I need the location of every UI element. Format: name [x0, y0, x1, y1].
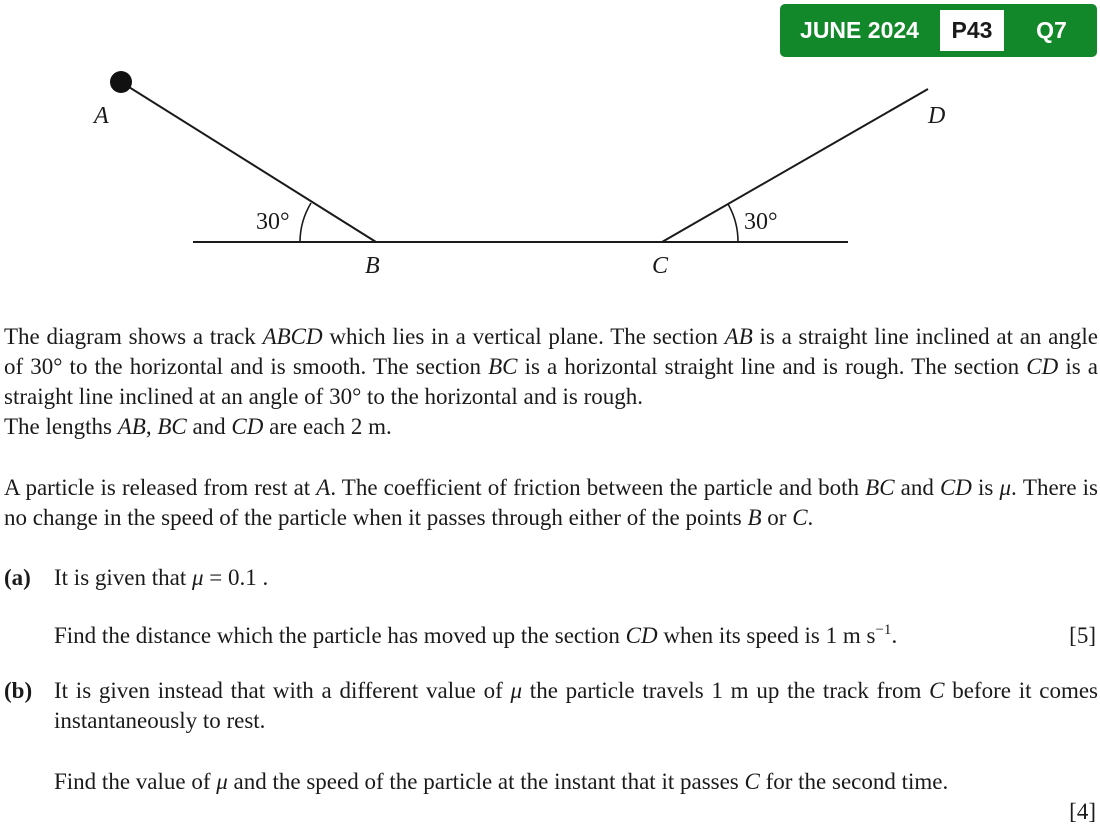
part-b-given [54, 676, 1098, 736]
intro-paragraph [4, 322, 1098, 442]
intro-text: are each 2 m. [263, 414, 392, 439]
angle-label-c: 30° [744, 209, 778, 235]
label-b: B [365, 253, 380, 279]
intro-text: CD [1026, 354, 1059, 379]
intro-text: , [145, 414, 158, 439]
part-a-text: = 0.1 . [203, 565, 269, 590]
part-b-text: for the second time. [759, 769, 949, 794]
intro-text: is a straight line inclined at an angle of 30° to the horizontal and is rough. [4, 354, 1098, 409]
label-d: D [928, 103, 946, 129]
part-b-text: and the speed of the particle at the instant that it passes [227, 769, 745, 794]
part-b-text: the particle travels 1 m up the track from [522, 678, 930, 703]
setup-text: . There is no change in the speed of the particle when it passes through either of the points [4, 475, 1098, 530]
part-b-label: (b) [4, 678, 33, 703]
setup-text: . [807, 505, 814, 530]
question-number: Q7 [1036, 17, 1067, 43]
setup-text: is [971, 475, 1000, 500]
intro-text: ABCD [262, 324, 323, 349]
mu-symbol: μ [999, 475, 1012, 500]
intro-text: BC [157, 414, 187, 439]
part-b-question [54, 767, 1098, 797]
setup-text: B [747, 505, 762, 530]
part-b-text: C [744, 769, 760, 794]
setup-text: A particle is released from rest at [4, 475, 317, 500]
part-b-text: It is given instead that with a different value of [54, 678, 511, 703]
intro-text: AB [724, 324, 753, 349]
part-a-text: CD [625, 623, 658, 648]
part-b-marks: [4] [1069, 799, 1096, 824]
paper-code: P43 [940, 10, 1004, 51]
setup-paragraph [4, 473, 1098, 533]
setup-text: A [316, 475, 331, 500]
unit-exponent: −1 [875, 622, 892, 638]
intro-text: AB [117, 414, 146, 439]
section-cd-line [662, 89, 928, 242]
part-a-given [54, 563, 1098, 593]
mu-symbol: μ [510, 678, 523, 703]
part-a-marks: [5] [1069, 623, 1096, 648]
mu-symbol: μ [216, 769, 228, 794]
intro-text: is a straight line inclined at an angle of 30° to the horizontal and is smooth. The section [4, 324, 1098, 379]
section-ab-line [121, 82, 376, 242]
intro-text: CD [231, 414, 264, 439]
intro-last-line [4, 412, 1098, 442]
particle-dot [110, 71, 132, 93]
part-a-text: It is given that [54, 565, 192, 590]
setup-text: CD [939, 475, 972, 500]
intro-text: and [186, 414, 232, 439]
intro-text: The lengths [4, 414, 118, 439]
intro-text: BC [488, 354, 518, 379]
angle-arc-c [728, 204, 738, 242]
setup-text: or [761, 505, 793, 530]
track-diagram [0, 0, 1100, 300]
angle-label-b: 30° [256, 209, 290, 235]
part-a-text: . [891, 623, 898, 648]
intro-text: is a horizontal straight line and is rough. The section [517, 354, 1027, 379]
part-a-question [54, 621, 1034, 651]
setup-text: and [894, 475, 940, 500]
part-a-label: (a) [4, 565, 31, 590]
part-b-text: before it comes instantaneously to rest. [54, 678, 1099, 733]
part-a-text: when its speed is 1 m s [657, 623, 876, 648]
label-a: A [94, 103, 109, 129]
setup-text: . The coefficient of friction between the particle and both [330, 475, 866, 500]
part-b-text: C [929, 678, 945, 703]
part-b-text: Find the value of [54, 769, 217, 794]
setup-text: BC [865, 475, 895, 500]
intro-text: which lies in a vertical plane. The section [322, 324, 725, 349]
exam-session: JUNE 2024 [800, 17, 919, 43]
angle-arc-b [300, 203, 311, 242]
mu-symbol: μ [191, 565, 204, 590]
intro-text: The diagram shows a track [4, 324, 263, 349]
setup-text: C [792, 505, 808, 530]
label-c: C [652, 253, 669, 279]
part-a-text: Find the distance which the particle has moved up the section [54, 623, 626, 648]
